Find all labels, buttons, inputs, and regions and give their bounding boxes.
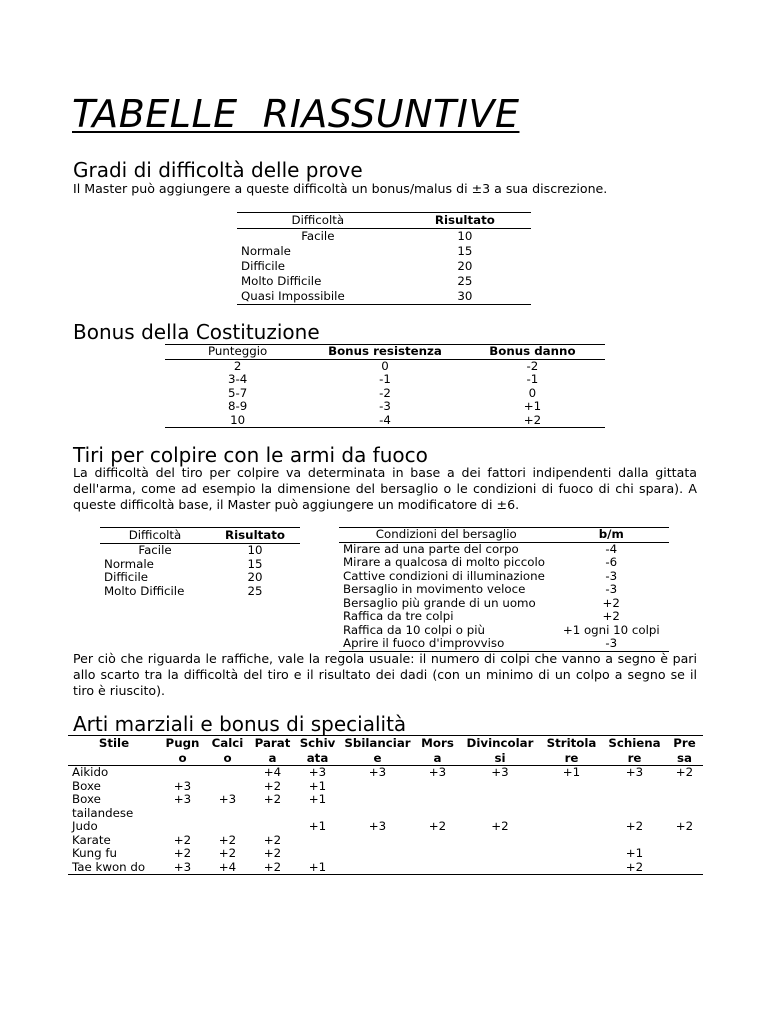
table-cell [460, 780, 540, 794]
table-row [339, 637, 669, 651]
table-cell: 15 [457, 244, 473, 258]
table-cell: +3 [625, 765, 644, 779]
table-cell: 0 [528, 385, 537, 400]
table-cell: -1 [379, 372, 391, 386]
table-header: Punteggio [207, 344, 268, 358]
table-cell: 25 [247, 583, 263, 598]
table-row [100, 544, 300, 558]
table-cell [666, 793, 703, 820]
table-cell: +3 [173, 792, 192, 806]
table-header: Morsa [421, 736, 454, 765]
table-cell: 5-7 [227, 385, 248, 400]
table-cell: Raffica da tre colpi [343, 609, 454, 623]
table-cell: Bersaglio in movimento veloce [343, 582, 526, 596]
table-cell: Bersaglio più grande di un uomo [343, 595, 536, 610]
table-cell: +2 [625, 819, 644, 833]
table-cell: +3 [368, 819, 387, 833]
page-title: TABELLE RIASSUNTIVE [72, 92, 520, 136]
table-cell: -1 [526, 372, 539, 386]
table-cell: -3 [605, 636, 618, 650]
table-cell [340, 861, 415, 875]
table-cell: Facile [301, 229, 335, 243]
table-cell: +1 [625, 846, 644, 860]
table-header: Difficoltà [128, 528, 182, 542]
table-cell: Judo [72, 819, 98, 833]
table-header: Schienare [608, 736, 661, 765]
section-heading-martial-arts: Arti marziali e bonus di specialità [73, 712, 407, 736]
table-cell: Facile [138, 543, 172, 557]
table-cell: -3 [605, 582, 618, 596]
table-cell: +2 [218, 846, 237, 860]
table-cell [540, 820, 603, 834]
table-cell: +3 [368, 765, 387, 779]
table-header: Stile [98, 736, 130, 750]
difficulty-table [237, 212, 531, 305]
table-cell: -4 [379, 412, 391, 427]
table-cell: 8-9 [227, 399, 248, 413]
table-cell: +1 [523, 399, 542, 413]
table-cell [160, 766, 205, 780]
firearms-intro: La difficoltà del tiro per colpire va determinata in base a dei fattori indipendenti dalla gittata dell'arma, come ad esempio la dimensione del bersaglio o le condizioni di fuoco di chi spara). A queste difficoltà base, il Master può aggiungere un modificatore di ±6. [73, 465, 697, 512]
table-row [339, 570, 669, 584]
table-cell: Normale [241, 244, 291, 258]
target-conditions-table [339, 527, 669, 652]
table-cell: 25 [457, 274, 473, 288]
table-cell: -2 [379, 385, 391, 400]
table-header: Risultato [225, 528, 285, 542]
table-header: Parata [254, 736, 291, 765]
table-header: Schivata [299, 736, 336, 765]
table-row [68, 780, 703, 794]
table-cell [603, 793, 666, 820]
table-cell: +2 [173, 846, 192, 860]
table-cell: +2 [173, 832, 192, 847]
constitution-table [165, 344, 605, 428]
table-cell [540, 780, 603, 794]
table-row [165, 387, 605, 401]
table-row [100, 571, 300, 585]
table-cell: +3 [491, 765, 509, 779]
table-cell: -3 [605, 568, 618, 583]
table-cell: 30 [457, 289, 473, 303]
table-cell [340, 834, 415, 848]
table-cell: Boxe tailandese [72, 792, 134, 820]
table-cell [340, 780, 415, 794]
table-cell: +2 [263, 832, 282, 847]
table-cell: +2 [428, 819, 447, 833]
table-cell: +2 [263, 846, 282, 860]
table-cell [460, 847, 540, 861]
table-cell: Mirare a qualcosa di molto piccolo [343, 555, 545, 569]
table-row [68, 820, 703, 834]
table-cell: +2 [602, 609, 620, 623]
table-header: Divincolarsi [466, 736, 534, 765]
bursts-note: Per ciò che riguarda le raffiche, vale la regola usuale: il numero di colpi che vanno a segno è pari allo scarto tra la difficoltà del tiro e il risultato dei dadi (con un minimo di un colpo a segno se il tiro è riuscito). [73, 651, 697, 698]
table-row [237, 244, 531, 259]
table-cell: +3 [428, 765, 447, 779]
table-row [165, 373, 605, 387]
firearms-difficulty-table [100, 527, 300, 598]
table-cell: 10 [247, 543, 263, 557]
table-cell: Karate [72, 832, 111, 847]
table-cell: -2 [526, 358, 539, 373]
table-cell: Aikido [72, 765, 109, 779]
table-row [339, 542, 669, 556]
table-header: Presa [673, 736, 696, 765]
table-cell [415, 780, 460, 794]
table-header: Bonus danno [489, 344, 576, 358]
table-row [100, 585, 300, 599]
table-header: Risultato [434, 213, 495, 227]
table-cell: -6 [605, 555, 618, 569]
table-cell: Cattive condizioni di illuminazione [343, 568, 545, 583]
table-cell: +3 [173, 778, 192, 793]
table-cell [415, 834, 460, 848]
table-cell: Boxe [72, 778, 101, 793]
table-cell: 20 [247, 570, 263, 584]
table-cell: Difficile [241, 259, 286, 273]
table-header: Calcio [211, 736, 244, 765]
table-cell [540, 861, 603, 875]
table-cell: Aprire il fuoco d'improvviso [343, 636, 505, 650]
table-cell: +2 [263, 792, 282, 806]
table-cell: +2 [602, 595, 620, 610]
table-cell: +4 [218, 859, 237, 874]
table-cell [540, 834, 603, 848]
table-row [237, 229, 531, 245]
table-cell: +1 [562, 765, 581, 779]
table-row [339, 597, 669, 611]
table-cell: Molto Difficile [241, 274, 322, 288]
table-cell [340, 847, 415, 861]
table-cell: +2 [625, 859, 644, 874]
table-row [339, 583, 669, 597]
table-cell: +3 [308, 765, 327, 779]
table-cell [415, 847, 460, 861]
table-row [339, 610, 669, 624]
table-cell [460, 793, 540, 820]
table-row [68, 793, 703, 820]
table-row [100, 558, 300, 572]
table-cell [460, 834, 540, 848]
table-row [237, 259, 531, 274]
table-cell: +2 [523, 412, 542, 427]
section-heading-difficulty: Gradi di difficoltà delle prove [73, 158, 363, 182]
table-row [237, 274, 531, 289]
table-header: Difficoltà [291, 213, 345, 227]
table-row [68, 861, 703, 875]
table-cell: -3 [379, 399, 391, 413]
table-row [165, 400, 605, 414]
table-cell: Difficile [104, 570, 149, 584]
table-cell [540, 793, 603, 820]
table-cell [666, 780, 703, 794]
table-cell: +1 [308, 859, 327, 874]
table-row [165, 359, 605, 373]
table-cell: +1 [308, 819, 327, 833]
table-cell [205, 820, 250, 834]
table-cell: Normale [104, 556, 154, 571]
table-cell: +1 [308, 792, 327, 806]
table-cell: Molto Difficile [104, 583, 185, 598]
section-heading-firearms: Tiri per colpire con le armi da fuoco [73, 443, 428, 467]
table-row [165, 414, 605, 428]
table-cell [295, 847, 340, 861]
table-cell [540, 847, 603, 861]
table-cell: +2 [675, 765, 694, 779]
table-cell: -4 [605, 541, 618, 556]
table-cell: Raffica da 10 colpi o più [343, 622, 485, 637]
table-row [339, 556, 669, 570]
table-cell: Kung fu [72, 846, 117, 860]
table-cell [666, 834, 703, 848]
table-cell [460, 861, 540, 875]
table-cell [603, 834, 666, 848]
section-heading-constitution: Bonus della Costituzione [73, 320, 320, 344]
table-cell: +4 [263, 765, 282, 779]
table-row [237, 289, 531, 305]
table-cell [666, 847, 703, 861]
table-cell: +2 [675, 819, 694, 833]
table-cell [340, 793, 415, 820]
table-cell: +3 [173, 859, 192, 874]
table-cell: +1 [308, 778, 327, 793]
table-row [68, 766, 703, 780]
table-cell: +2 [491, 819, 509, 833]
table-cell [415, 861, 460, 875]
table-row [68, 847, 703, 861]
table-cell: +1 ogni 10 colpi [562, 622, 660, 637]
table-row [68, 834, 703, 848]
table-header: Pugno [165, 736, 200, 765]
table-cell: +3 [218, 792, 237, 806]
table-header: b/m [598, 527, 624, 541]
table-cell [666, 861, 703, 875]
table-cell [415, 793, 460, 820]
martial-arts-table [68, 735, 703, 875]
table-cell: 10 [457, 229, 473, 243]
table-cell: +2 [218, 832, 237, 847]
table-cell: +2 [263, 859, 282, 874]
table-cell: Mirare ad una parte del corpo [343, 541, 519, 556]
table-cell [250, 820, 295, 834]
table-cell: 15 [247, 556, 263, 571]
table-cell: +2 [263, 778, 282, 793]
table-header: Stritolare [546, 736, 597, 765]
table-cell [295, 834, 340, 848]
table-cell: 2 [233, 358, 242, 373]
difficulty-intro: Il Master può aggiungere a queste difficoltà un bonus/malus di ±3 a sua discrezione. [73, 181, 608, 196]
table-cell: 10 [230, 412, 246, 427]
table-cell: Tae kwon do [72, 859, 146, 874]
table-cell [205, 780, 250, 794]
table-header: Sbilanciare [344, 736, 411, 765]
table-cell: 20 [457, 259, 473, 273]
table-header: Bonus resistenza [328, 344, 442, 358]
table-header: Condizioni del bersaglio [375, 527, 517, 541]
table-cell [160, 820, 205, 834]
table-cell: 0 [381, 358, 389, 373]
table-cell: 3-4 [227, 372, 248, 386]
table-cell [205, 766, 250, 780]
table-row [339, 624, 669, 638]
table-cell [603, 780, 666, 794]
table-cell: Quasi Impossibile [241, 289, 345, 303]
